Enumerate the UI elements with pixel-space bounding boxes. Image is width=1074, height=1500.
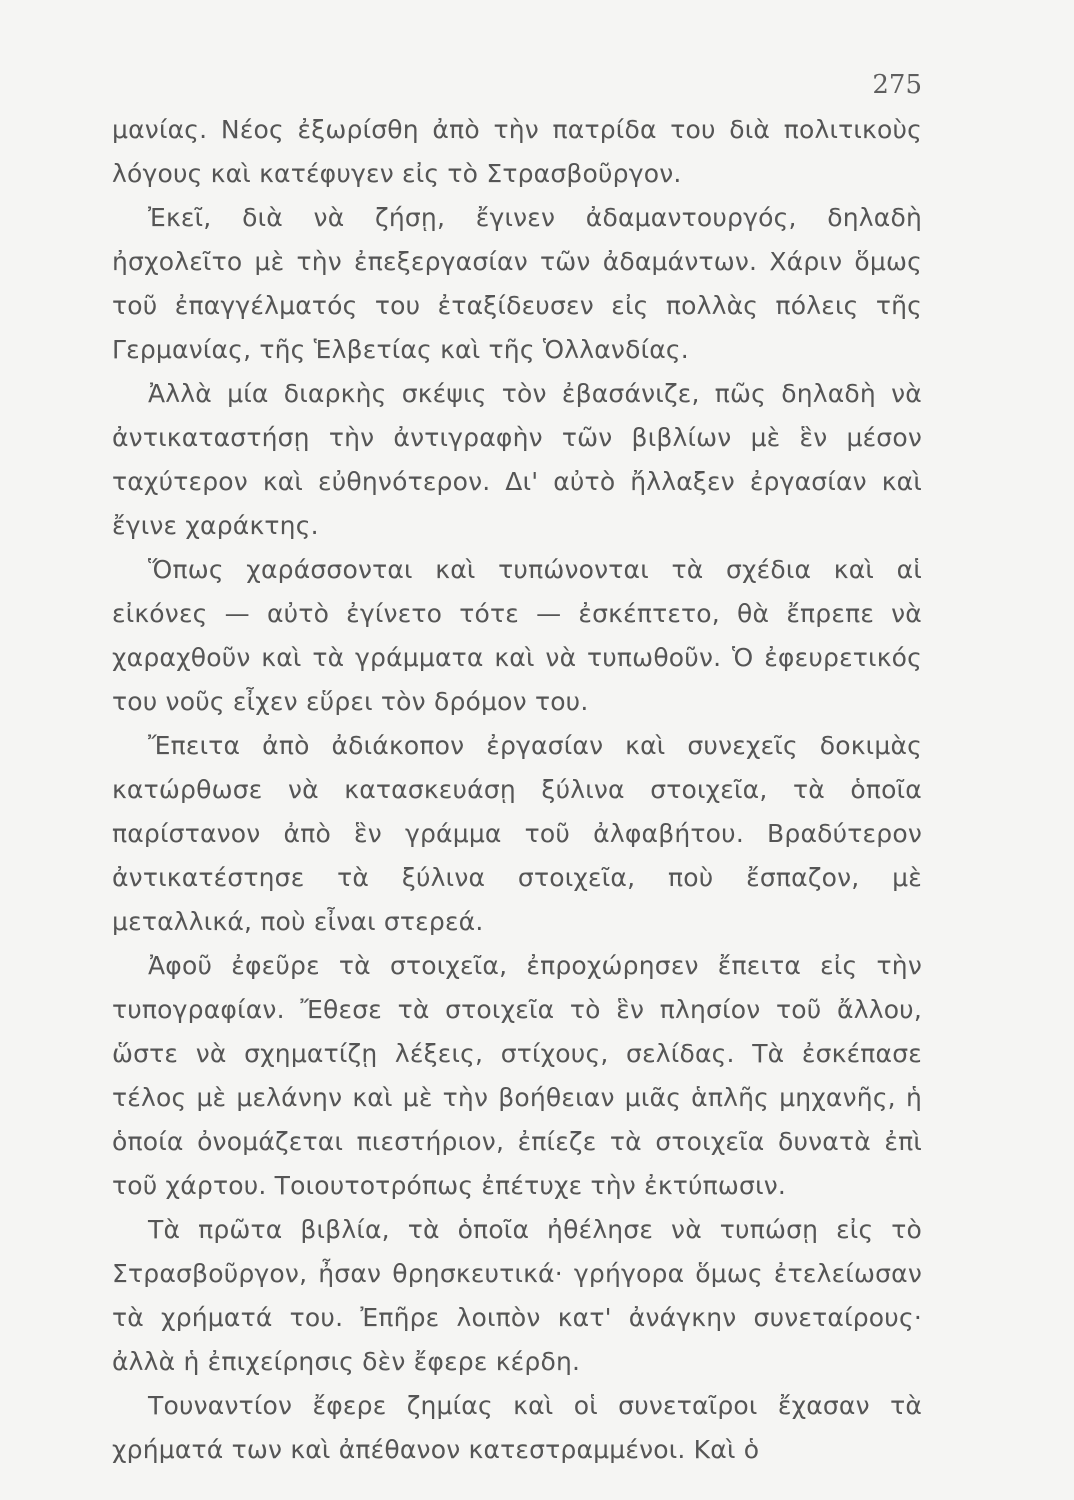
page-text [112, 108, 922, 1472]
paragraph-4: Ὅπως χαράσσονται καὶ τυπώνονται τὰ σχέδια καὶ αἱ εἰκόνες — αὐτὸ ἐγίνετο τότε — ἐσκέπτετο, θὰ ἔπρεπε νὰ χαραχθοῦν καὶ τὰ γράμματα καὶ νὰ τυπωθοῦν. Ὁ ἐφευρετικός του νοῦς εἶχεν εὕρει τὸν δρόμον του. [112, 555, 922, 716]
paragraph-6: Ἀφοῦ ἐφεῦρε τὰ στοιχεῖα, ἐπροχώρησεν ἔπειτα εἰς τὴν τυπογραφίαν. Ἔθεσε τὰ στοιχεῖα τὸ ἓν πλησίον τοῦ ἄλλου, ὥστε νὰ σχηματίζῃ λέξεις, στίχους, σελίδας. Τὰ ἐσκέπασε τέλος μὲ μελάνην καὶ μὲ τὴν βοήθειαν μιᾶς ἁπλῆς μηχανῆς, ἡ ὁποία ὀνομάζεται πιεστήριον, ἐπίεζε τὰ στοιχεῖα δυνατὰ ἐπὶ τοῦ χάρτου. Τοιουτοτρόπως ἐπέτυχε τὴν ἐκτύπωσιν. [112, 951, 922, 1200]
paragraph-1: μανίας. Νέος ἐξωρίσθη ἀπὸ τὴν πατρίδα του διὰ πολιτικοὺς λόγους καὶ κατέφυγεν εἰς τὸ Στρασβοῦργον. [112, 115, 922, 188]
paragraph-2: Ἐκεῖ, διὰ νὰ ζήσῃ, ἔγινεν ἀδαμαντουργός, δηλαδὴ ἠσχολεῖτο μὲ τὴν ἐπεξεργασίαν τῶν ἀδαμάντων. Χάριν ὅμως τοῦ ἐπαγγέλματός του ἐταξίδευσεν εἰς πολλὰς πόλεις τῆς Γερμανίας, τῆς Ἑλβετίας καὶ τῆς Ὁλλανδίας. [112, 203, 922, 364]
paragraph-8: Τουναντίον ἔφερε ζημίας καὶ οἱ συνεταῖροι ἔχασαν τὰ χρήματά των καὶ ἀπέθανον κατεστραμμένοι. Καὶ ὁ [112, 1391, 922, 1464]
paragraph-7: Τὰ πρῶτα βιβλία, τὰ ὁποῖα ἠθέλησε νὰ τυπώσῃ εἰς τὸ Στρασβοῦργον, ἦσαν θρησκευτικά· γρήγορα ὅμως ἐτελείωσαν τὰ χρήματά του. Ἐπῆρε λοιπὸν κατ' ἀνάγκην συνεταίρους· ἀλλὰ ἡ ἐπιχείρησις δὲν ἔφερε κέρδη. [112, 1215, 922, 1376]
paragraph-3: Ἀλλὰ μία διαρκὴς σκέψις τὸν ἐβασάνιζε, πῶς δηλαδὴ νὰ ἀντικαταστήσῃ τὴν ἀντιγραφὴν τῶν βιβλίων μὲ ἓν μέσον ταχύτερον καὶ εὐθηνότερον. Δι' αὐτὸ ἤλλαξεν ἐργασίαν καὶ ἔγινε χαράκτης. [112, 379, 922, 540]
paragraph-5: Ἔπειτα ἀπὸ ἀδιάκοπον ἐργασίαν καὶ συνεχεῖς δοκιμὰς κατώρθωσε νὰ κατασκευάσῃ ξύλινα στοιχεῖα, τὰ ὁποῖα παρίστανον ἀπὸ ἓν γράμμα τοῦ ἀλφαβήτου. Βραδύτερον ἀντικατέστησε τὰ ξύλινα στοιχεῖα, ποὺ ἔσπαζον, μὲ μεταλλικά, ποὺ εἶναι στερεά. [112, 731, 922, 936]
page-number: 275 [872, 70, 922, 100]
